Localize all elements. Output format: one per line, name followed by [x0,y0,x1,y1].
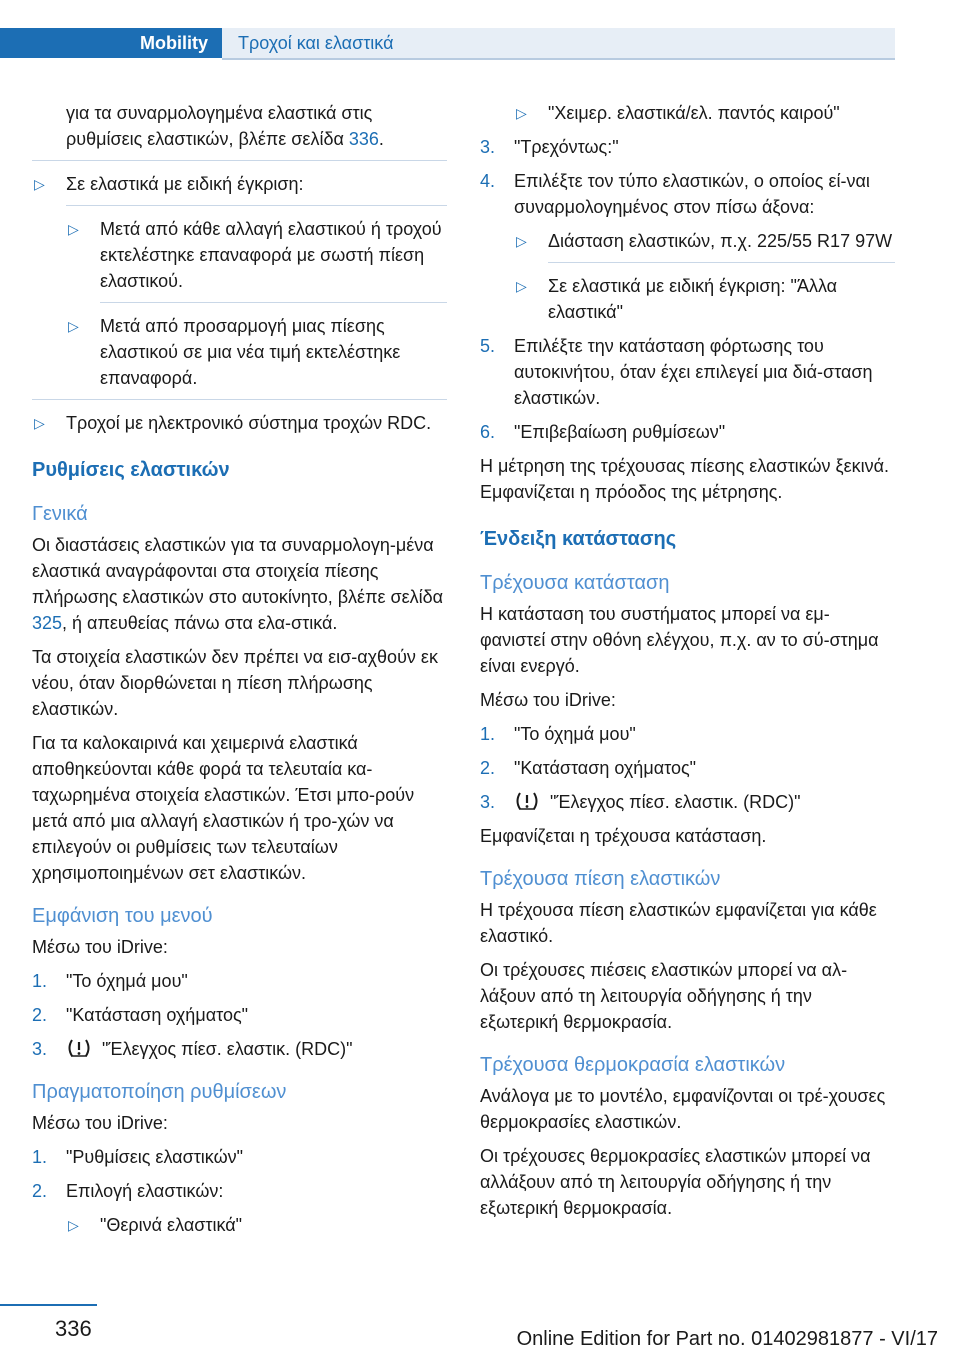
step-number: 4. [480,171,496,191]
list-item-text: "Θερινά ελαστικά" [100,1215,243,1235]
right-column [480,100,895,1229]
page-ref-link[interactable]: 336 [348,129,379,149]
paragraph: Η κατάσταση του συστήματος μπορεί να εμ-φανιστεί στην οθόνη ελέγχου, π.χ. αν το σύ-στημα είναι ενεργό. [480,604,879,676]
step-text: Επιλέξτε την κατάσταση φόρτωσης του αυτοκινήτου, όταν έχει επιλεγεί μια διά-σταση ελαστικών. [514,336,873,408]
triangle-bullet-icon: ▷ [34,176,45,192]
paragraph: Οι τρέχουσες θερμοκρασίες ελαστικών μπορεί να αλλάξουν από τη λειτουργία οδήγησης ή την εξωτερική θερμοκρασία. [480,1146,871,1218]
intro-line-2 [66,126,447,152]
list-item [32,313,447,391]
subsection-heading: Τρέχουσα κατάσταση [480,572,670,594]
triangle-bullet-icon: ▷ [68,1217,79,1233]
list-item-text: Τροχοί με ηλεκτρονικό σύστημα τροχών RDC. [66,413,432,433]
list-item-text: Μετά από προσαρμογή μιας πίεσης ελαστικού σε μια νέα τιμή εκτελέστηκε επαναφορά. [100,316,401,388]
list-item-text: Σε ελαστικά με ειδική έγκριση: "Άλλα ελαστικά" [548,276,838,322]
step-item [32,1144,447,1170]
step-item [480,789,895,815]
footer-divider [0,1304,97,1306]
list-item-text: "Χειμερ. ελαστικά/ελ. παντός καιρού" [548,103,840,123]
paragraph-text: , ή απευθείας πάνω στα ελα-στικά. [62,613,338,633]
step-number: 1. [32,1147,48,1167]
triangle-bullet-icon: ▷ [516,233,527,249]
step-text: "Το όχημά μου" [514,724,636,744]
intro-line-1: για τα συναρμολογημένα ελαστικά στις [66,103,373,123]
paragraph: Εμφανίζεται η τρέχουσα κατάσταση. [480,826,767,846]
paragraph: Μέσω του iDrive: [32,937,168,957]
step-text: "Το όχημά μου" [66,971,188,991]
divider [548,262,895,263]
step-number: 1. [32,971,48,991]
list-item [32,216,447,294]
step-item [480,419,895,445]
subsection-heading: Εμφάνιση του μενού [32,905,213,927]
page-header [0,28,895,58]
list-item-text: Διάσταση ελαστικών, π.χ. 225/55 R17 97W [548,231,893,251]
paragraph: Οι τρέχουσες πιέσεις ελαστικών μπορεί να αλ-λάξουν από τη λειτουργία οδήγησης ή την εξωτερική θερμοκρασία. [480,960,848,1032]
step-item [480,721,895,747]
tire-pressure-warning-icon [66,1038,92,1058]
divider [100,302,447,303]
edition-footer: Online Edition for Part no. 01402981877 - VI/17 [516,1328,938,1350]
paragraph: Η μέτρηση της τρέχουσας πίεσης ελαστικών ξεκινά. Εμφανίζεται η πρόοδος της μέτρησης. [480,456,889,502]
paragraph-text: Οι διαστάσεις ελαστικών για τα συναρμολογη-μένα ελαστικά αναγράφονται στα στοιχεία πίεσης πλήρωσης ελαστικών στο αυτοκίνητο, βλέπε σελίδα [32,535,444,607]
triangle-bullet-icon: ▷ [516,105,527,121]
triangle-bullet-icon: ▷ [68,318,79,334]
paragraph: Μέσω του iDrive: [480,690,616,710]
step-text: Επιλέξτε τον τύπο ελαστικών, ο οποίος εί-ναι συναρμολογημένος στον πίσω άξονα: [514,171,870,217]
paragraph: Για τα καλοκαιρινά και χειμερινά ελαστικά αποθηκεύονται κάθε φορά τα τελευταία κα-ταχωρημένα στοιχεία ελαστικών. Έτσι μπο-ρούν μετά από μια αλλαγή ελαστικών ή τρο-χών να επιλεγούν οι ρυθμίσεις των τελευταίων χρησιμοποιημένων σετ ελαστικών. [32,733,415,883]
triangle-bullet-icon: ▷ [68,221,79,237]
step-number: 2. [32,1181,48,1201]
header-divider [222,58,895,60]
divider [32,160,447,161]
step-text: "Έλεγχος πίεσ. ελαστικ. (RDC)" [550,792,801,812]
list-item [480,273,895,325]
continued-text [32,100,447,152]
divider [32,399,447,400]
step-text: "Κατάσταση οχήματος" [514,758,697,778]
step-text: "Τρεχόντως:" [514,137,619,157]
subsection-heading: Τρέχουσα πίεση ελαστικών [480,868,721,890]
list-item [480,228,895,254]
intro-text: ρυθμίσεις ελαστικών, βλέπε σελίδα [66,129,349,149]
step-item [32,968,447,994]
list-item [32,1212,447,1238]
step-number: 3. [480,792,496,812]
step-number: 1. [480,724,496,744]
list-item [32,410,447,436]
step-number: 2. [32,1005,48,1025]
step-number: 5. [480,336,496,356]
paragraph: Η τρέχουσα πίεση ελαστικών εμφανίζεται για κάθε ελαστικό. [480,900,877,946]
page-ref-link[interactable]: 325 [32,613,63,633]
list-item [480,100,895,126]
divider [66,205,447,206]
list-item-text: Μετά από κάθε αλλαγή ελαστικού ή τροχού εκτελέστηκε επαναφορά με σωστή πίεση ελαστικού. [100,219,442,291]
section-heading: Ένδειξη κατάστασης [480,528,677,550]
step-number: 3. [480,137,496,157]
subsection-heading: Πραγματοποίηση ρυθμίσεων [32,1081,287,1103]
step-text: "Επιβεβαίωση ρυθμίσεων" [514,422,726,442]
list-item [32,171,447,197]
step-number: 2. [480,758,496,778]
paragraph [32,532,447,636]
step-item [480,333,895,411]
step-item [32,1178,447,1204]
paragraph: Τα στοιχεία ελαστικών δεν πρέπει να εισ-αχθούν εκ νέου, όταν διορθώνεται η πίεση πλήρωσης ελαστικών. [32,647,438,719]
step-item [480,755,895,781]
tire-pressure-warning-icon [514,791,540,811]
subsection-heading: Γενικά [32,503,88,525]
chapter-tab[interactable]: Τροχοί και ελαστικά [222,28,895,58]
section-heading: Ρυθμίσεις ελαστικών [32,459,230,481]
step-text: Επιλογή ελαστικών: [66,1181,224,1201]
page-number: 336 [55,1316,92,1341]
section-tab-mobility[interactable]: Mobility [0,28,222,58]
subsection-heading: Τρέχουσα θερμοκρασία ελαστικών [480,1054,786,1076]
paragraph: Ανάλογα με το μοντέλο, εμφανίζονται οι τρέ-χουσες θερμοκρασίες ελαστικών. [480,1086,886,1132]
paragraph: Μέσω του iDrive: [32,1113,168,1133]
step-item [480,168,895,220]
list-item-text: Σε ελαστικά με ειδική έγκριση: [66,174,304,194]
triangle-bullet-icon: ▷ [516,278,527,294]
step-number: 3. [32,1039,48,1059]
step-number: 6. [480,422,496,442]
step-item [32,1036,447,1062]
step-item [32,1002,447,1028]
step-text: "Ρυθμίσεις ελαστικών" [66,1147,244,1167]
step-text: "Κατάσταση οχήματος" [66,1005,249,1025]
intro-suffix: . [378,129,384,149]
step-text: "Έλεγχος πίεσ. ελαστικ. (RDC)" [102,1039,353,1059]
triangle-bullet-icon: ▷ [34,415,45,431]
step-item [480,134,895,160]
left-column [32,100,447,1246]
